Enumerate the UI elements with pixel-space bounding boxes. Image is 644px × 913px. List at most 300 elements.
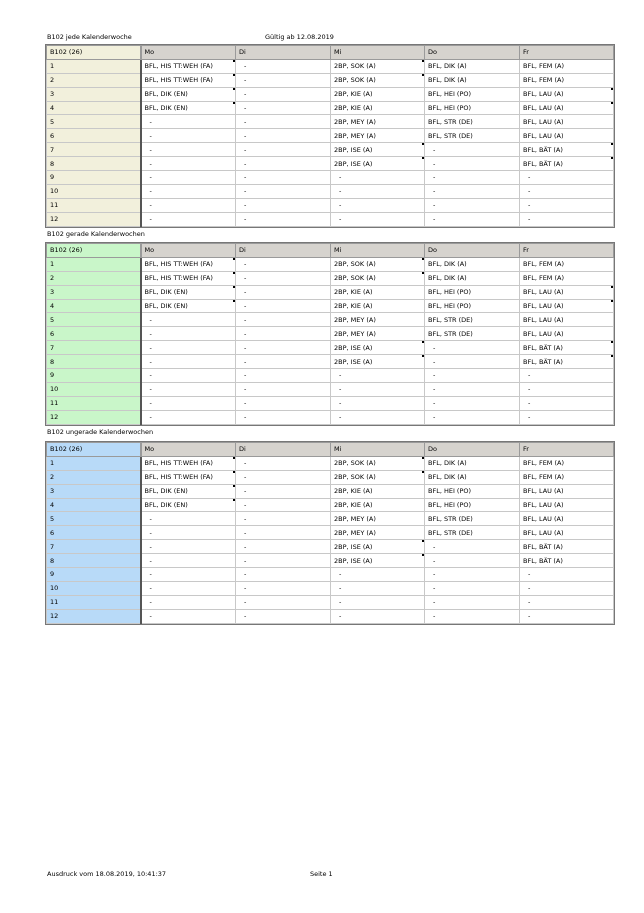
header-cell-do: Do (425, 443, 520, 457)
cell-text: BFL, HIS TT:WEH (FA) (144, 473, 213, 482)
lesson-cell-mo (141, 512, 236, 526)
header-cell-period: B102 (26) (47, 244, 141, 258)
cell-text: BFL, HEI (PO) (428, 90, 472, 99)
lesson-cell-mo (141, 129, 236, 143)
cell-text: - (149, 145, 152, 154)
lesson-cell-fr (520, 470, 614, 484)
period-number-cell (47, 59, 141, 73)
table-header-row (47, 46, 614, 60)
cell-text: 11 (50, 598, 59, 607)
lesson-cell-fr (520, 101, 614, 115)
lesson-cell-fr (520, 299, 614, 313)
period-number-cell (47, 540, 141, 554)
cell-text: - (339, 612, 342, 621)
lesson-cell-do (425, 595, 520, 609)
cell-text: - (528, 413, 531, 422)
lesson-cell-mo (141, 456, 236, 470)
lesson-cell-fr (520, 540, 614, 554)
cell-text: BFL, STR (DE) (428, 514, 473, 523)
period-number-cell (47, 512, 141, 526)
cell-text: BFL, HEI (PO) (428, 501, 472, 509)
cell-text: - (244, 399, 247, 408)
cell-text: - (244, 104, 247, 112)
cell-text: BFL, HEI (PO) (428, 487, 472, 496)
cell-text: BFL, LAU (A) (523, 528, 564, 537)
cell-text: - (149, 329, 152, 338)
cell-text: 11 (50, 399, 59, 408)
lesson-cell-do (425, 526, 520, 540)
cell-text: BFL, HIS TT:WEH (FA) (144, 76, 213, 85)
lesson-cell-fr (520, 609, 614, 623)
lesson-cell-mo (141, 59, 236, 73)
cell-text: BFL, HIS TT:WEH (FA) (144, 62, 213, 71)
lesson-cell-mi (331, 554, 425, 568)
lesson-cell-di (236, 184, 331, 198)
cell-text: 2BP, ISE (A) (334, 159, 373, 168)
cell-text: BFL, BÄT (A) (523, 159, 563, 168)
cell-text: BFL, DIK (EN) (144, 104, 188, 112)
cell-text: - (244, 274, 247, 283)
header-cell-di: Di (236, 244, 331, 258)
table-header-row (47, 244, 614, 258)
period-number-cell (47, 355, 141, 369)
cell-text: - (339, 385, 342, 394)
cell-text: - (244, 315, 247, 324)
lesson-cell-do (425, 470, 520, 484)
lesson-cell-fr (520, 73, 614, 87)
lesson-cell-fr (520, 115, 614, 129)
cell-marker (611, 102, 613, 104)
cell-text: - (244, 487, 247, 496)
timetable-even-weeks (46, 243, 614, 425)
cell-text: 1 (50, 62, 55, 71)
period-number-cell (47, 129, 141, 143)
lesson-cell-fr (520, 157, 614, 171)
cell-text: - (244, 329, 247, 338)
cell-text: BFL, STR (DE) (428, 117, 473, 126)
cell-text: BFL, DIK (A) (428, 260, 467, 269)
lesson-cell-di (236, 581, 331, 595)
cell-text: 2BP, ISE (A) (334, 145, 373, 154)
table-row (47, 568, 614, 582)
cell-text: - (433, 173, 436, 182)
header-cell-mo: Mo (141, 46, 236, 60)
header-cell-period: B102 (26) (47, 46, 141, 60)
period-number-cell (47, 171, 141, 185)
lesson-cell-mo (141, 410, 236, 424)
cell-text: - (244, 288, 247, 297)
cell-text: 12 (50, 215, 59, 224)
lesson-cell-do (425, 157, 520, 171)
cell-text: 2BP, SOK (A) (334, 260, 376, 269)
period-number-cell (47, 327, 141, 341)
header-cell-mi: Mi (331, 244, 425, 258)
lesson-cell-fr (520, 313, 614, 327)
cell-text: 2BP, MEY (A) (334, 117, 376, 126)
cell-text: 2BP, MEY (A) (334, 131, 376, 140)
lesson-cell-fr (520, 341, 614, 355)
cell-text: BFL, LAU (A) (523, 315, 564, 324)
cell-text: - (339, 584, 342, 593)
cell-text: - (528, 215, 531, 224)
lesson-cell-do (425, 73, 520, 87)
timetable-weekly (46, 45, 614, 227)
lesson-cell-di (236, 341, 331, 355)
cell-text: - (149, 612, 152, 621)
cell-text: 10 (50, 187, 59, 196)
valid-from-date: Gültig ab 12.08.2019 (265, 33, 334, 41)
lesson-cell-fr (520, 484, 614, 498)
cell-text: - (244, 584, 247, 593)
period-number-cell (47, 456, 141, 470)
lesson-cell-fr (520, 285, 614, 299)
cell-text: - (149, 371, 152, 380)
cell-text: BFL, HIS TT:WEH (FA) (144, 274, 213, 283)
cell-text: BFL, STR (DE) (428, 315, 473, 324)
lesson-cell-di (236, 540, 331, 554)
table-row (47, 498, 614, 512)
header-cell-fr: Fr (520, 244, 614, 258)
cell-text: BFL, HEI (PO) (428, 104, 472, 112)
table-row (47, 198, 614, 212)
lesson-cell-fr (520, 171, 614, 185)
lesson-cell-mo (141, 257, 236, 271)
period-number-cell (47, 115, 141, 129)
table-row (47, 484, 614, 498)
table-row (47, 157, 614, 171)
lesson-cell-mi (331, 271, 425, 285)
table-row (47, 369, 614, 383)
cell-text: BFL, FEM (A) (523, 274, 564, 283)
cell-text: - (244, 260, 247, 269)
lesson-cell-mi (331, 73, 425, 87)
header-cell-do: Do (425, 46, 520, 60)
cell-text: - (528, 173, 531, 182)
cell-text: 2 (50, 473, 55, 482)
table-row (47, 410, 614, 424)
cell-text: 6 (50, 329, 55, 338)
lesson-cell-mo (141, 484, 236, 498)
lesson-cell-di (236, 470, 331, 484)
lesson-cell-fr (520, 554, 614, 568)
table-row (47, 87, 614, 101)
cell-text: - (244, 117, 247, 126)
lesson-cell-do (425, 313, 520, 327)
cell-text: 5 (50, 514, 55, 523)
lesson-cell-fr (520, 271, 614, 285)
period-number-cell (47, 396, 141, 410)
lesson-cell-mi (331, 512, 425, 526)
lesson-cell-fr (520, 369, 614, 383)
header-cell-fr: Fr (520, 46, 614, 60)
lesson-cell-mi (331, 396, 425, 410)
cell-text: 2BP, KIE (A) (334, 90, 373, 99)
cell-text: BFL, HIS TT:WEH (FA) (144, 260, 213, 269)
table-row (47, 257, 614, 271)
period-number-cell (47, 369, 141, 383)
lesson-cell-do (425, 554, 520, 568)
cell-text: 2BP, MEY (A) (334, 315, 376, 324)
period-number-cell (47, 410, 141, 424)
lesson-cell-do (425, 59, 520, 73)
lesson-cell-di (236, 327, 331, 341)
lesson-cell-di (236, 313, 331, 327)
cell-text: BFL, LAU (A) (523, 131, 564, 140)
period-number-cell (47, 143, 141, 157)
cell-text: BFL, DIK (EN) (144, 487, 188, 496)
lesson-cell-fr (520, 59, 614, 73)
lesson-cell-fr (520, 382, 614, 396)
lesson-cell-fr (520, 212, 614, 226)
table-row (47, 526, 614, 540)
lesson-cell-do (425, 355, 520, 369)
cell-text: 2BP, SOK (A) (334, 62, 376, 71)
cell-text: 2BP, KIE (A) (334, 288, 373, 297)
cell-text: - (433, 556, 436, 565)
lesson-cell-mi (331, 87, 425, 101)
cell-text: 8 (50, 556, 55, 565)
cell-text: BFL, FEM (A) (523, 260, 564, 269)
period-number-cell (47, 484, 141, 498)
lesson-cell-do (425, 184, 520, 198)
lesson-cell-fr (520, 498, 614, 512)
lesson-cell-do (425, 101, 520, 115)
cell-text: - (149, 584, 152, 593)
lesson-cell-mo (141, 355, 236, 369)
cell-text: 5 (50, 117, 55, 126)
cell-text: 8 (50, 159, 55, 168)
lesson-cell-mi (331, 101, 425, 115)
cell-text: 2 (50, 274, 55, 283)
cell-text: 10 (50, 385, 59, 394)
lesson-cell-do (425, 396, 520, 410)
cell-text: BFL, LAU (A) (523, 514, 564, 523)
cell-text: BFL, FEM (A) (523, 76, 564, 85)
cell-text: - (339, 598, 342, 607)
cell-text: BFL, DIK (A) (428, 62, 467, 71)
lesson-cell-mo (141, 184, 236, 198)
header-cell-do: Do (425, 244, 520, 258)
table-row (47, 285, 614, 299)
table-row (47, 184, 614, 198)
period-number-cell (47, 157, 141, 171)
lesson-cell-mo (141, 101, 236, 115)
lesson-cell-fr (520, 198, 614, 212)
period-number-cell (47, 609, 141, 623)
cell-text: BFL, LAU (A) (523, 501, 564, 509)
cell-text: - (244, 131, 247, 140)
cell-text: 2BP, KIE (A) (334, 302, 373, 310)
lesson-cell-fr (520, 257, 614, 271)
cell-text: BFL, BÄT (A) (523, 556, 563, 565)
table-row (47, 59, 614, 73)
cell-text: - (244, 215, 247, 224)
cell-text: - (244, 570, 247, 579)
table-caption-odd-weeks: B102 ungerade Kalenderwochen (47, 428, 154, 436)
cell-text: - (244, 343, 247, 352)
lesson-cell-fr (520, 568, 614, 582)
cell-text: BFL, FEM (A) (523, 473, 564, 482)
lesson-cell-fr (520, 526, 614, 540)
cell-text: - (149, 201, 152, 210)
cell-text: 7 (50, 145, 55, 154)
lesson-cell-di (236, 73, 331, 87)
cell-text: - (433, 598, 436, 607)
table-header-row (47, 443, 614, 457)
lesson-cell-mo (141, 369, 236, 383)
cell-text: - (149, 187, 152, 196)
table-caption-even-weeks: B102 gerade Kalenderwochen (47, 230, 145, 238)
cell-text: BFL, BÄT (A) (523, 357, 563, 366)
print-timestamp: Ausdruck vom 18.08.2019, 10:41:37 (47, 870, 167, 878)
cell-text: 2BP, SOK (A) (334, 459, 376, 468)
lesson-cell-do (425, 198, 520, 212)
header-cell-mi: Mi (331, 46, 425, 60)
lesson-cell-mo (141, 327, 236, 341)
table-row (47, 212, 614, 226)
cell-text: BFL, LAU (A) (523, 104, 564, 112)
cell-text: - (528, 584, 531, 593)
lesson-cell-di (236, 396, 331, 410)
lesson-cell-mi (331, 59, 425, 73)
lesson-cell-do (425, 581, 520, 595)
cell-text: BFL, LAU (A) (523, 288, 564, 297)
table-row (47, 73, 614, 87)
cell-text: BFL, DIK (A) (428, 473, 467, 482)
lesson-cell-do (425, 271, 520, 285)
cell-text: 2BP, ISE (A) (334, 556, 373, 565)
table-row (47, 115, 614, 129)
lesson-cell-do (425, 327, 520, 341)
cell-text: 11 (50, 201, 59, 210)
lesson-cell-mi (331, 470, 425, 484)
lesson-cell-mo (141, 470, 236, 484)
period-number-cell (47, 526, 141, 540)
cell-text: 7 (50, 343, 55, 352)
cell-text: - (244, 459, 247, 468)
cell-text: - (339, 399, 342, 408)
lesson-cell-mi (331, 257, 425, 271)
cell-text: BFL, LAU (A) (523, 487, 564, 496)
cell-text: - (528, 399, 531, 408)
cell-text: 2 (50, 76, 55, 85)
cell-text: - (149, 570, 152, 579)
lesson-cell-fr (520, 512, 614, 526)
lesson-cell-mo (141, 609, 236, 623)
lesson-cell-mi (331, 115, 425, 129)
lesson-cell-di (236, 456, 331, 470)
lesson-cell-do (425, 410, 520, 424)
lesson-cell-do (425, 143, 520, 157)
lesson-cell-di (236, 198, 331, 212)
cell-text: 9 (50, 173, 55, 182)
table-row (47, 456, 614, 470)
cell-text: 5 (50, 315, 55, 324)
cell-marker (611, 286, 613, 288)
cell-text: BFL, LAU (A) (523, 90, 564, 99)
cell-text: - (149, 159, 152, 168)
lesson-cell-di (236, 143, 331, 157)
lesson-cell-mi (331, 313, 425, 327)
cell-text: - (149, 556, 152, 565)
table-row (47, 554, 614, 568)
cell-text: BFL, LAU (A) (523, 329, 564, 338)
cell-text: - (244, 371, 247, 380)
lesson-cell-mi (331, 456, 425, 470)
lesson-cell-di (236, 382, 331, 396)
cell-text: 9 (50, 371, 55, 380)
header-cell-mi: Mi (331, 443, 425, 457)
lesson-cell-mi (331, 184, 425, 198)
cell-text: - (244, 598, 247, 607)
cell-text: 6 (50, 131, 55, 140)
period-number-cell (47, 554, 141, 568)
cell-text: - (528, 371, 531, 380)
table-row (47, 382, 614, 396)
lesson-cell-mi (331, 526, 425, 540)
lesson-cell-do (425, 115, 520, 129)
cell-text: - (244, 542, 247, 551)
lesson-cell-di (236, 498, 331, 512)
lesson-cell-fr (520, 327, 614, 341)
lesson-cell-do (425, 512, 520, 526)
table-row (47, 101, 614, 115)
lesson-cell-di (236, 157, 331, 171)
lesson-cell-fr (520, 456, 614, 470)
lesson-cell-do (425, 257, 520, 271)
cell-text: BFL, DIK (EN) (144, 90, 188, 99)
cell-text: - (149, 528, 152, 537)
lesson-cell-mo (141, 595, 236, 609)
lesson-cell-di (236, 568, 331, 582)
cell-text: - (244, 357, 247, 366)
lesson-cell-fr (520, 355, 614, 369)
lesson-cell-mo (141, 157, 236, 171)
cell-text: 3 (50, 90, 55, 99)
cell-text: - (244, 473, 247, 482)
cell-text: - (433, 385, 436, 394)
cell-text: - (433, 201, 436, 210)
lesson-cell-mo (141, 581, 236, 595)
lesson-cell-di (236, 410, 331, 424)
header-cell-mo: Mo (141, 244, 236, 258)
lesson-cell-do (425, 382, 520, 396)
lesson-cell-do (425, 299, 520, 313)
header-cell-di: Di (236, 443, 331, 457)
period-number-cell (47, 299, 141, 313)
cell-marker (611, 355, 613, 357)
cell-text: - (149, 598, 152, 607)
lesson-cell-mi (331, 540, 425, 554)
cell-text: - (149, 215, 152, 224)
table-row (47, 595, 614, 609)
cell-text: - (244, 528, 247, 537)
cell-text: - (244, 187, 247, 196)
cell-text: - (339, 371, 342, 380)
cell-text: 3 (50, 288, 55, 297)
lesson-cell-fr (520, 184, 614, 198)
lesson-cell-mo (141, 313, 236, 327)
period-number-cell (47, 87, 141, 101)
lesson-cell-mo (141, 299, 236, 313)
table-row (47, 341, 614, 355)
cell-text: - (433, 399, 436, 408)
period-number-cell (47, 184, 141, 198)
cell-text: - (149, 413, 152, 422)
cell-text: - (433, 371, 436, 380)
cell-marker (611, 88, 613, 90)
period-number-cell (47, 212, 141, 226)
